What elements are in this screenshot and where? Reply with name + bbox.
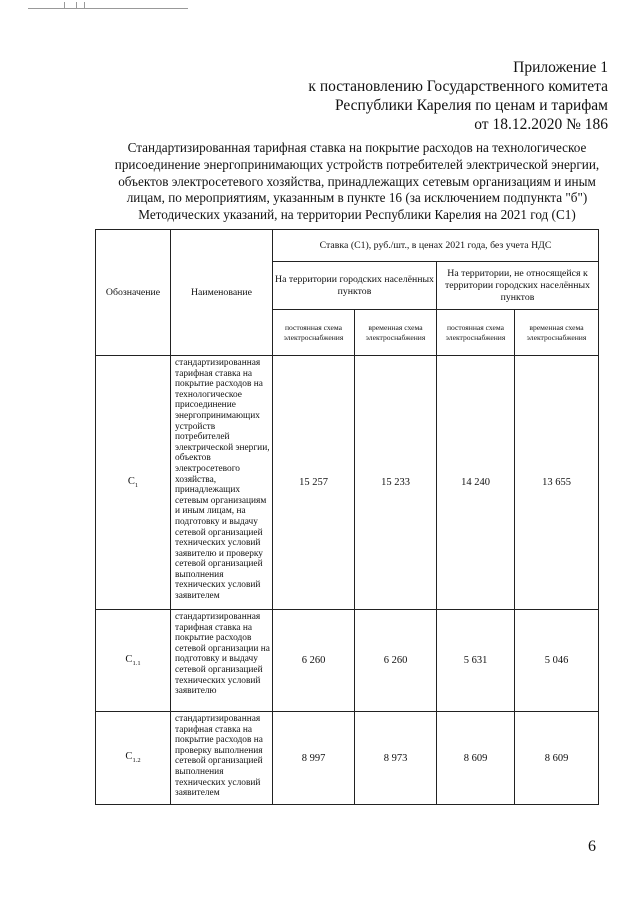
title-line: Стандартизированная тарифная ставка на покрытие расходов на технологическое xyxy=(127,140,587,155)
cell-nonurban-temporary: 13 655 xyxy=(515,356,599,610)
cell-nonurban-temporary: 5 046 xyxy=(515,610,599,712)
cell-nonurban-permanent: 5 631 xyxy=(437,610,515,712)
scan-edge-mark xyxy=(28,0,188,9)
header-nonurban-temporary: временная схема электроснабжения xyxy=(515,310,599,356)
header-designation: Обозначение xyxy=(96,230,171,356)
title-line: лицам, по мероприятиям, указанным в пункте 16 (за исключением подпункта "б") xyxy=(126,190,588,206)
row-description: стандартизированная тарифная ставка на покрытие расходов сетевой организации на подготовку и выдачу сетевой организацией технических условий заявителю xyxy=(171,610,273,712)
cell-urban-temporary: 6 260 xyxy=(355,610,437,712)
header-name: Наименование xyxy=(171,230,273,356)
table-row xyxy=(96,356,599,610)
cell-urban-temporary: 8 973 xyxy=(355,712,437,805)
header-nonurban: На территории, не относящейся к территории городских населённых пунктов xyxy=(437,262,599,310)
cell-urban-temporary: 15 233 xyxy=(355,356,437,610)
cell-urban-permanent: 15 257 xyxy=(273,356,355,610)
rates-table xyxy=(95,229,599,805)
appendix-date: от 18.12.2020 № 186 xyxy=(474,116,608,133)
table-row xyxy=(96,712,599,805)
cell-urban-permanent: 6 260 xyxy=(273,610,355,712)
header-urban-temporary: временная схема электроснабжения xyxy=(355,310,437,356)
appendix-number: Приложение 1 xyxy=(513,59,608,76)
title-line: Методических указаний, на территории Республики Карелия на 2021 год (С1) xyxy=(138,207,576,223)
document-title xyxy=(92,140,622,224)
cell-nonurban-permanent: 8 609 xyxy=(437,712,515,805)
header-urban: На территории городских населённых пунктов xyxy=(273,262,437,310)
table-row xyxy=(96,610,599,712)
title-line: объектов электросетевого хозяйства, принадлежащих сетевым организациям и иным xyxy=(118,173,596,189)
header-rate: Ставка (С1), руб./шт., в ценах 2021 года, без учета НДС xyxy=(273,230,599,262)
page-number: 6 xyxy=(588,838,596,855)
title-line: присоединение энергопринимающих устройств потребителей электрической энергии, xyxy=(114,156,600,172)
appendix-header xyxy=(308,58,608,134)
header-nonurban-permanent: постоянная схема электроснабжения xyxy=(437,310,515,356)
cell-nonurban-permanent: 14 240 xyxy=(437,356,515,610)
row-designation: $C_{1.1}$ xyxy=(96,610,171,712)
cell-nonurban-temporary: 8 609 xyxy=(515,712,599,805)
row-designation: $C_{1.2}$ xyxy=(96,712,171,805)
appendix-resolution-ref: к постановлению Государственного комитета xyxy=(308,78,608,95)
row-description: стандартизированная тарифная ставка на покрытие расходов на проверку выполнения сетевой организацией выполнения технических условий заявителем xyxy=(171,712,273,805)
row-designation: $C_1$ xyxy=(96,356,171,610)
row-description: стандартизированная тарифная ставка на покрытие расходов на технологическое присоединение энергопринимающих устройств потребителей электрической энергии, объектов электросетевого хозяйства, принадлежащих сетевым организациям и иным лицам, на подготовку и выдачу сетевой организацией технических условий заявителю и проверку сетевой организацией выполнения технических условий заявителем xyxy=(171,356,273,610)
cell-urban-permanent: 8 997 xyxy=(273,712,355,805)
header-urban-permanent: постоянная схема электроснабжения xyxy=(273,310,355,356)
appendix-authority: Республики Карелия по ценам и тарифам xyxy=(334,97,608,114)
